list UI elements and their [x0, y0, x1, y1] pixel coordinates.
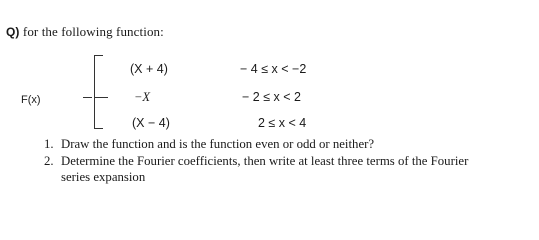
bracket-bottom-tick	[94, 128, 103, 129]
task-2-text-line-2: series expansion	[61, 170, 146, 184]
case-condition-1: − 4 ≤ x < −2	[240, 62, 307, 76]
question-header	[6, 24, 164, 40]
task-2-text-line-1: Determine the Fourier coefficients, then write at least three terms of the Fourier	[61, 154, 469, 168]
f-left-tick	[83, 97, 92, 98]
bracket-middle-tick	[94, 97, 108, 98]
bracket-vertical-line	[94, 55, 95, 129]
task-1-number: 1.	[44, 137, 54, 151]
question-prefix: Q)	[6, 25, 20, 39]
case-expression-2: −X	[134, 90, 151, 104]
task-2-number: 2.	[44, 154, 54, 168]
question-text: for the following function:	[22, 24, 164, 39]
case-condition-3: 2 ≤ x < 4	[258, 116, 307, 130]
case-expression-3: (X − 4)	[132, 116, 170, 130]
case-expression-1: (X + 4)	[130, 62, 168, 76]
case-condition-2: − 2 ≤ x < 2	[242, 90, 301, 104]
task-1-text: Draw the function and is the function even or odd or neither?	[61, 137, 375, 151]
bracket-top-tick	[94, 55, 103, 56]
function-name: F(x)	[21, 94, 41, 106]
